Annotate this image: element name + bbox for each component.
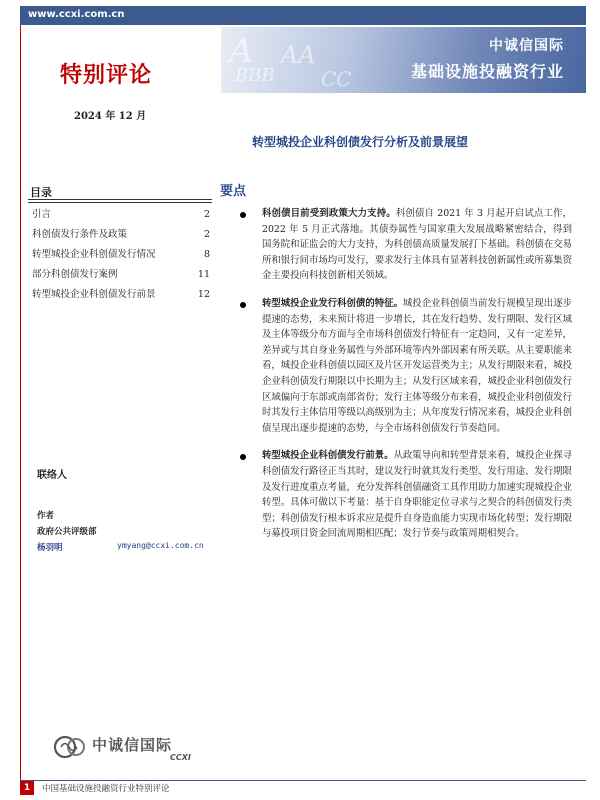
toc-item-label: 部分科创债发行案例 bbox=[32, 269, 118, 280]
bullet-icon bbox=[240, 212, 246, 218]
toc-item-issuance[interactable] bbox=[32, 248, 210, 268]
left-divider bbox=[20, 25, 21, 780]
report-type-title: 特别评论 bbox=[60, 62, 153, 88]
logo-text-en: CCXI bbox=[170, 753, 191, 762]
toc-item-outlook[interactable] bbox=[32, 288, 210, 308]
bullet-icon bbox=[240, 454, 246, 460]
banner bbox=[221, 27, 586, 93]
logo-mark-icon bbox=[52, 732, 90, 762]
key-point-lead: 转型城投企业发行科创债的特征。 bbox=[262, 297, 403, 309]
toc-item-conditions[interactable] bbox=[32, 228, 210, 248]
header-bar bbox=[20, 6, 586, 25]
author-label: 作者 bbox=[37, 511, 55, 521]
author-department: 政府公共评级部 bbox=[37, 527, 97, 537]
toc-title: 目录 bbox=[30, 186, 52, 199]
toc-item-intro[interactable] bbox=[32, 208, 210, 228]
footer-divider bbox=[20, 780, 586, 781]
key-point-lead: 转型城投企业科创债发行前景。 bbox=[262, 450, 394, 462]
toc-item-page: 2 bbox=[203, 229, 210, 240]
table-of-contents bbox=[32, 208, 210, 308]
logo-text-cn: 中诚信国际 bbox=[92, 736, 173, 754]
toc-item-page: 2 bbox=[203, 209, 210, 220]
banner-industry: 基础设施投融资行业 bbox=[410, 62, 564, 81]
key-point-text: 科创债自 2021 年 3 月起开启试点工作，2022 年 5 月正式落地。其债券属性与国家重大发展战略紧密结合，得到国务院和证监会的大力支持，为科创债高质量发展打下基础。科创债在交易所和银行间市场均可发行，要求发行主体具有显著科技创新属性或所募集资金主要投向科技创新相关领域。 bbox=[262, 208, 572, 282]
key-point bbox=[240, 296, 572, 436]
report-date: 2024 年 12 月 bbox=[74, 111, 147, 122]
toc-item-label: 转型城投企业科创债发行前景 bbox=[32, 289, 156, 300]
toc-item-cases[interactable] bbox=[32, 268, 210, 288]
document-title: 转型城投企业科创债发行分析及前景展望 bbox=[252, 135, 469, 149]
banner-decoration: A bbox=[229, 31, 254, 71]
author-email[interactable]: ymyang@ccxi.com.cn bbox=[117, 541, 204, 550]
toc-item-label: 科创债发行条件及政策 bbox=[32, 229, 128, 240]
page-number: 1 bbox=[20, 781, 34, 795]
key-point-text: 从政策导向和转型背景来看，城投企业探寻科创债发行路径正当其时，建议发行时就其发行类型、发行用途、发行期限及发行进度重点考量，充分发挥科创债融资工具作用助力加速实现城投企业转型。具体可做以下考量：基于自身职能定位寻求与之契合的科创债发行类型；科创债发行根本诉求应是提升自身造血能力实现市场化转型；发行期限与募投项目资金回流周期相匹配；发行节奏与政策周期相契合。 bbox=[262, 450, 572, 540]
toc-item-page: 8 bbox=[203, 249, 210, 260]
toc-divider bbox=[28, 199, 212, 200]
banner-decoration: CC bbox=[321, 67, 352, 91]
contact-title: 联络人 bbox=[37, 470, 67, 481]
bullet-icon bbox=[240, 302, 246, 308]
key-point-text: 城投企业科创债当前发行规模呈现出逐步提速的态势，未来预计将进一步增长，其在发行趋势、发行期限、发行区域及主体等级分布方面与全市场科创债发行特征有一定趋同，又有一定差异，差异或与其自身业务属性与外部环境等内外部因素有所关联。从主要职能来看，城投企业科创债以园区及片区开发运营类为主；从发行期限来看，城投企业科创债发行期限以中长期为主；从发行区域来看，城投企业科创债发行区域偏向于东部或南部省份；发行主体等级分布来看，城投企业科创债发行时其发行主体信用等级以高级别为主；从年度发行情况来看，城投企业科创债呈现出逐步提速的态势，与全市场科创债发行节奏趋同。 bbox=[262, 297, 572, 434]
banner-decoration: AA bbox=[281, 41, 316, 69]
key-point bbox=[240, 448, 572, 542]
toc-item-label: 转型城投企业科创债发行情况 bbox=[32, 249, 156, 260]
key-points-list bbox=[240, 206, 572, 554]
banner-company: 中诚信国际 bbox=[489, 38, 564, 54]
footer-text: 中国基础设施投融资行业特别评论 bbox=[42, 784, 170, 794]
key-point bbox=[240, 206, 572, 284]
toc-divider bbox=[28, 202, 212, 203]
author-name: 杨羽明 bbox=[37, 543, 63, 553]
company-logo bbox=[52, 728, 202, 768]
toc-item-page: 12 bbox=[197, 289, 210, 300]
banner-decoration: BBB bbox=[235, 65, 275, 86]
site-url[interactable]: www.ccxi.com.cn bbox=[28, 9, 125, 20]
key-point-lead: 科创债目前受到政策大力支持。 bbox=[262, 208, 396, 219]
toc-item-label: 引言 bbox=[32, 209, 52, 220]
toc-item-page: 11 bbox=[197, 269, 210, 280]
key-points-heading: 要点 bbox=[220, 184, 247, 199]
